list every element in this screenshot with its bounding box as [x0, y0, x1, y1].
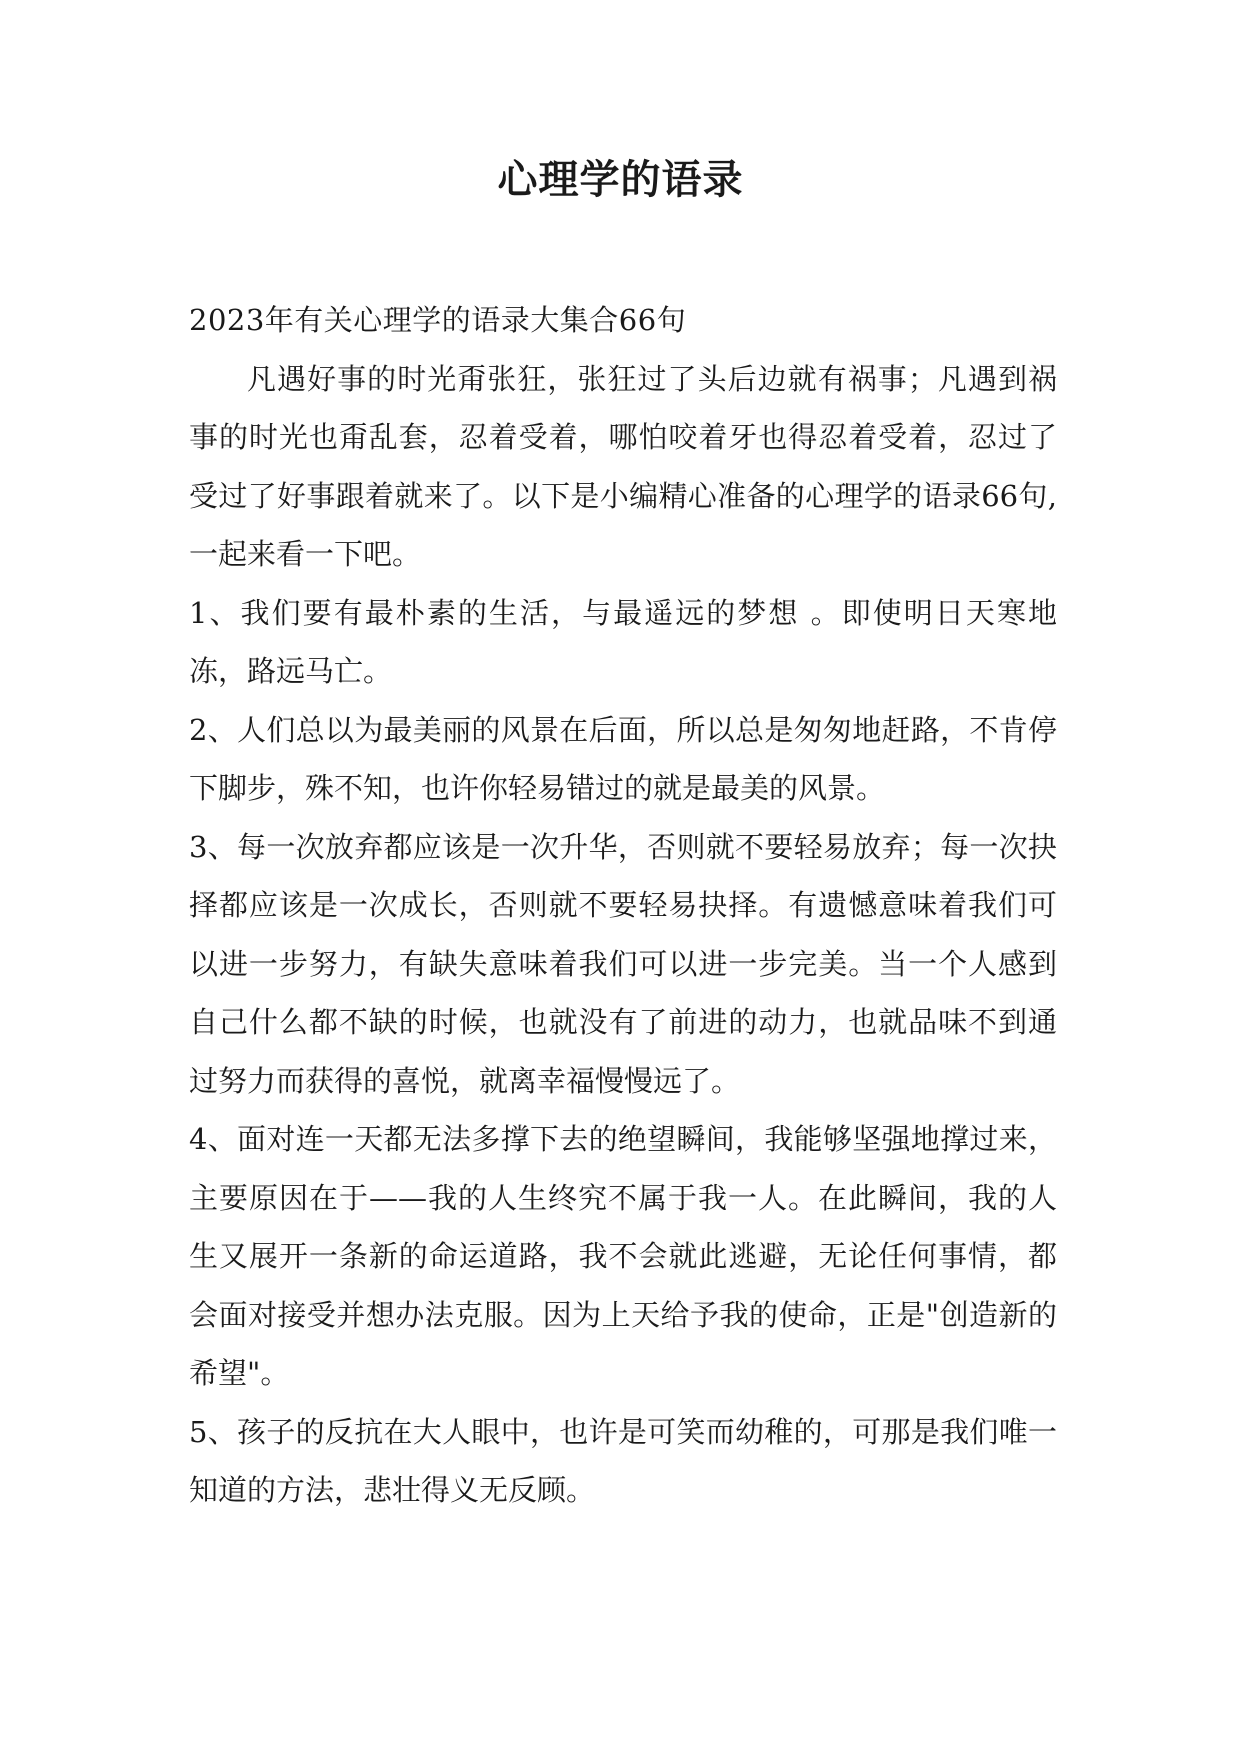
quote-paragraph-1: 1、我们要有最朴素的生活，与最遥远的梦想 。即使明日天寒地冻，路远马亡。 — [189, 595, 1057, 688]
document-subtitle: 2023年有关心理学的语录大集合66句 — [189, 303, 687, 337]
quote-paragraph-4: 4、面对连一天都无法多撑下去的绝望瞬间，我能够坚强地撑过来，主要原因在于——我的人生终究不属于我一人。在此瞬间，我的人生又展开一条新的命运道路，我不会就此逃避，无论任何事情，都会面对接受并想办法克服。因为上天给予我的使命，正是"创造新的希望"。 — [189, 1122, 1057, 1390]
quote-paragraph-5: 5、孩子的反抗在大人眼中，也许是可笑而幼稚的，可那是我们唯一知道的方法，悲壮得义无反顾。 — [189, 1414, 1057, 1507]
document-title: 心理学的语录 — [497, 157, 744, 203]
quote-paragraph-2: 2、人们总以为最美丽的风景在后面，所以总是匆匆地赶路，不肯停下脚步，殊不知，也许你轻易错过的就是最美的风景。 — [189, 712, 1057, 805]
intro-paragraph: 凡遇好事的时光甭张狂，张狂过了头后边就有祸事；凡遇到祸事的时光也甭乱套，忍着受着，哪怕咬着牙也得忍着受着，忍过了受过了好事跟着就来了。以下是小编精心准备的心理学的语录66句,一起来看一下吧。 — [189, 361, 1057, 571]
quote-paragraph-3: 3、每一次放弃都应该是一次升华，否则就不要轻易放弃；每一次抉择都应该是一次成长，否则就不要轻易抉择。有遗憾意味着我们可以进一步努力，有缺失意味着我们可以进一步完美。当一个人感到自己什么都不缺的时候，也就没有了前进的动力，也就品味不到通过努力而获得的喜悦，就离幸福慢慢远了。 — [189, 829, 1057, 1098]
document-body — [189, 291, 1057, 1520]
